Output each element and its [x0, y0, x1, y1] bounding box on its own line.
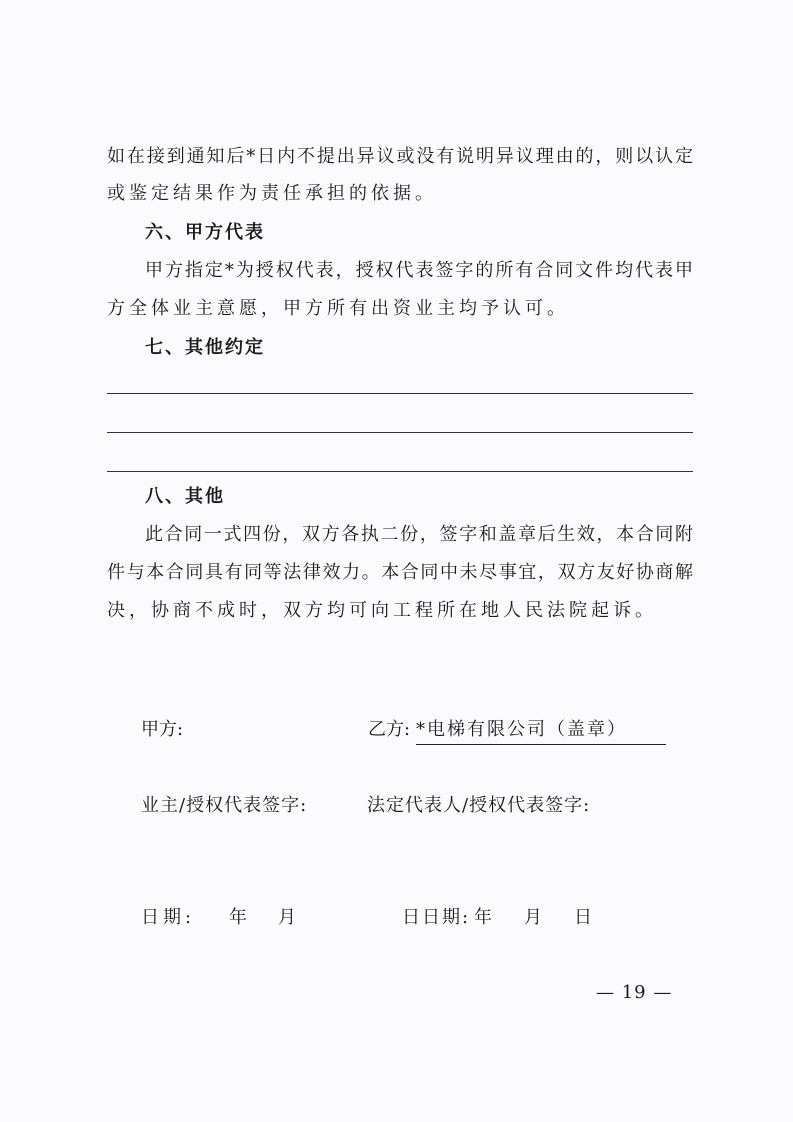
party-b-day: 日 [574, 907, 592, 928]
paragraph-line: 甲方指定*为授权代表，授权代表签字的所有合同文件均代表甲 [145, 260, 693, 281]
section-heading-8: 八、其他 [145, 486, 225, 507]
party-b-date-label: 日日期: [402, 907, 471, 928]
party-b-year: 年 [474, 907, 492, 928]
blank-line [107, 432, 693, 433]
paragraph-line: 方全体业主意愿，甲方所有出资业主均予认可。 [107, 298, 569, 319]
party-a-year: 年 [229, 907, 247, 928]
party-b-signature-label: 法定代表人/授权代表签字: [367, 795, 591, 816]
party-b-label: 乙方: [368, 719, 411, 740]
party-b-name: *电梯有限公司（盖章） [416, 718, 666, 745]
section-heading-7: 七、其他约定 [145, 337, 265, 358]
party-b-month: 月 [524, 907, 542, 928]
section-heading-6: 六、甲方代表 [145, 222, 265, 243]
party-a-label: 甲方: [141, 719, 184, 740]
paragraph-line: 此合同一式四份，双方各执二份，签字和盖章后生效，本合同附 [145, 524, 693, 545]
paragraph-line: 件与本合同具有同等法律效力。本合同中未尽事宜，双方友好协商解 [107, 562, 693, 583]
blank-line [107, 393, 693, 394]
party-a-month: 月 [278, 907, 296, 928]
page-number: — 19 — [596, 982, 673, 1003]
paragraph-line: 如在接到通知后*日内不提出异议或没有说明异议理由的，则以认定 [107, 146, 693, 167]
party-a-date-label: 日期: [141, 907, 196, 928]
blank-line [107, 471, 693, 472]
party-a-signature-label: 业主/授权代表签字: [141, 795, 308, 816]
paragraph-line: 或鉴定结果作为责任承担的依据。 [107, 183, 437, 204]
paragraph-line: 决，协商不成时，双方均可向工程所在地人民法院起诉。 [107, 600, 657, 621]
